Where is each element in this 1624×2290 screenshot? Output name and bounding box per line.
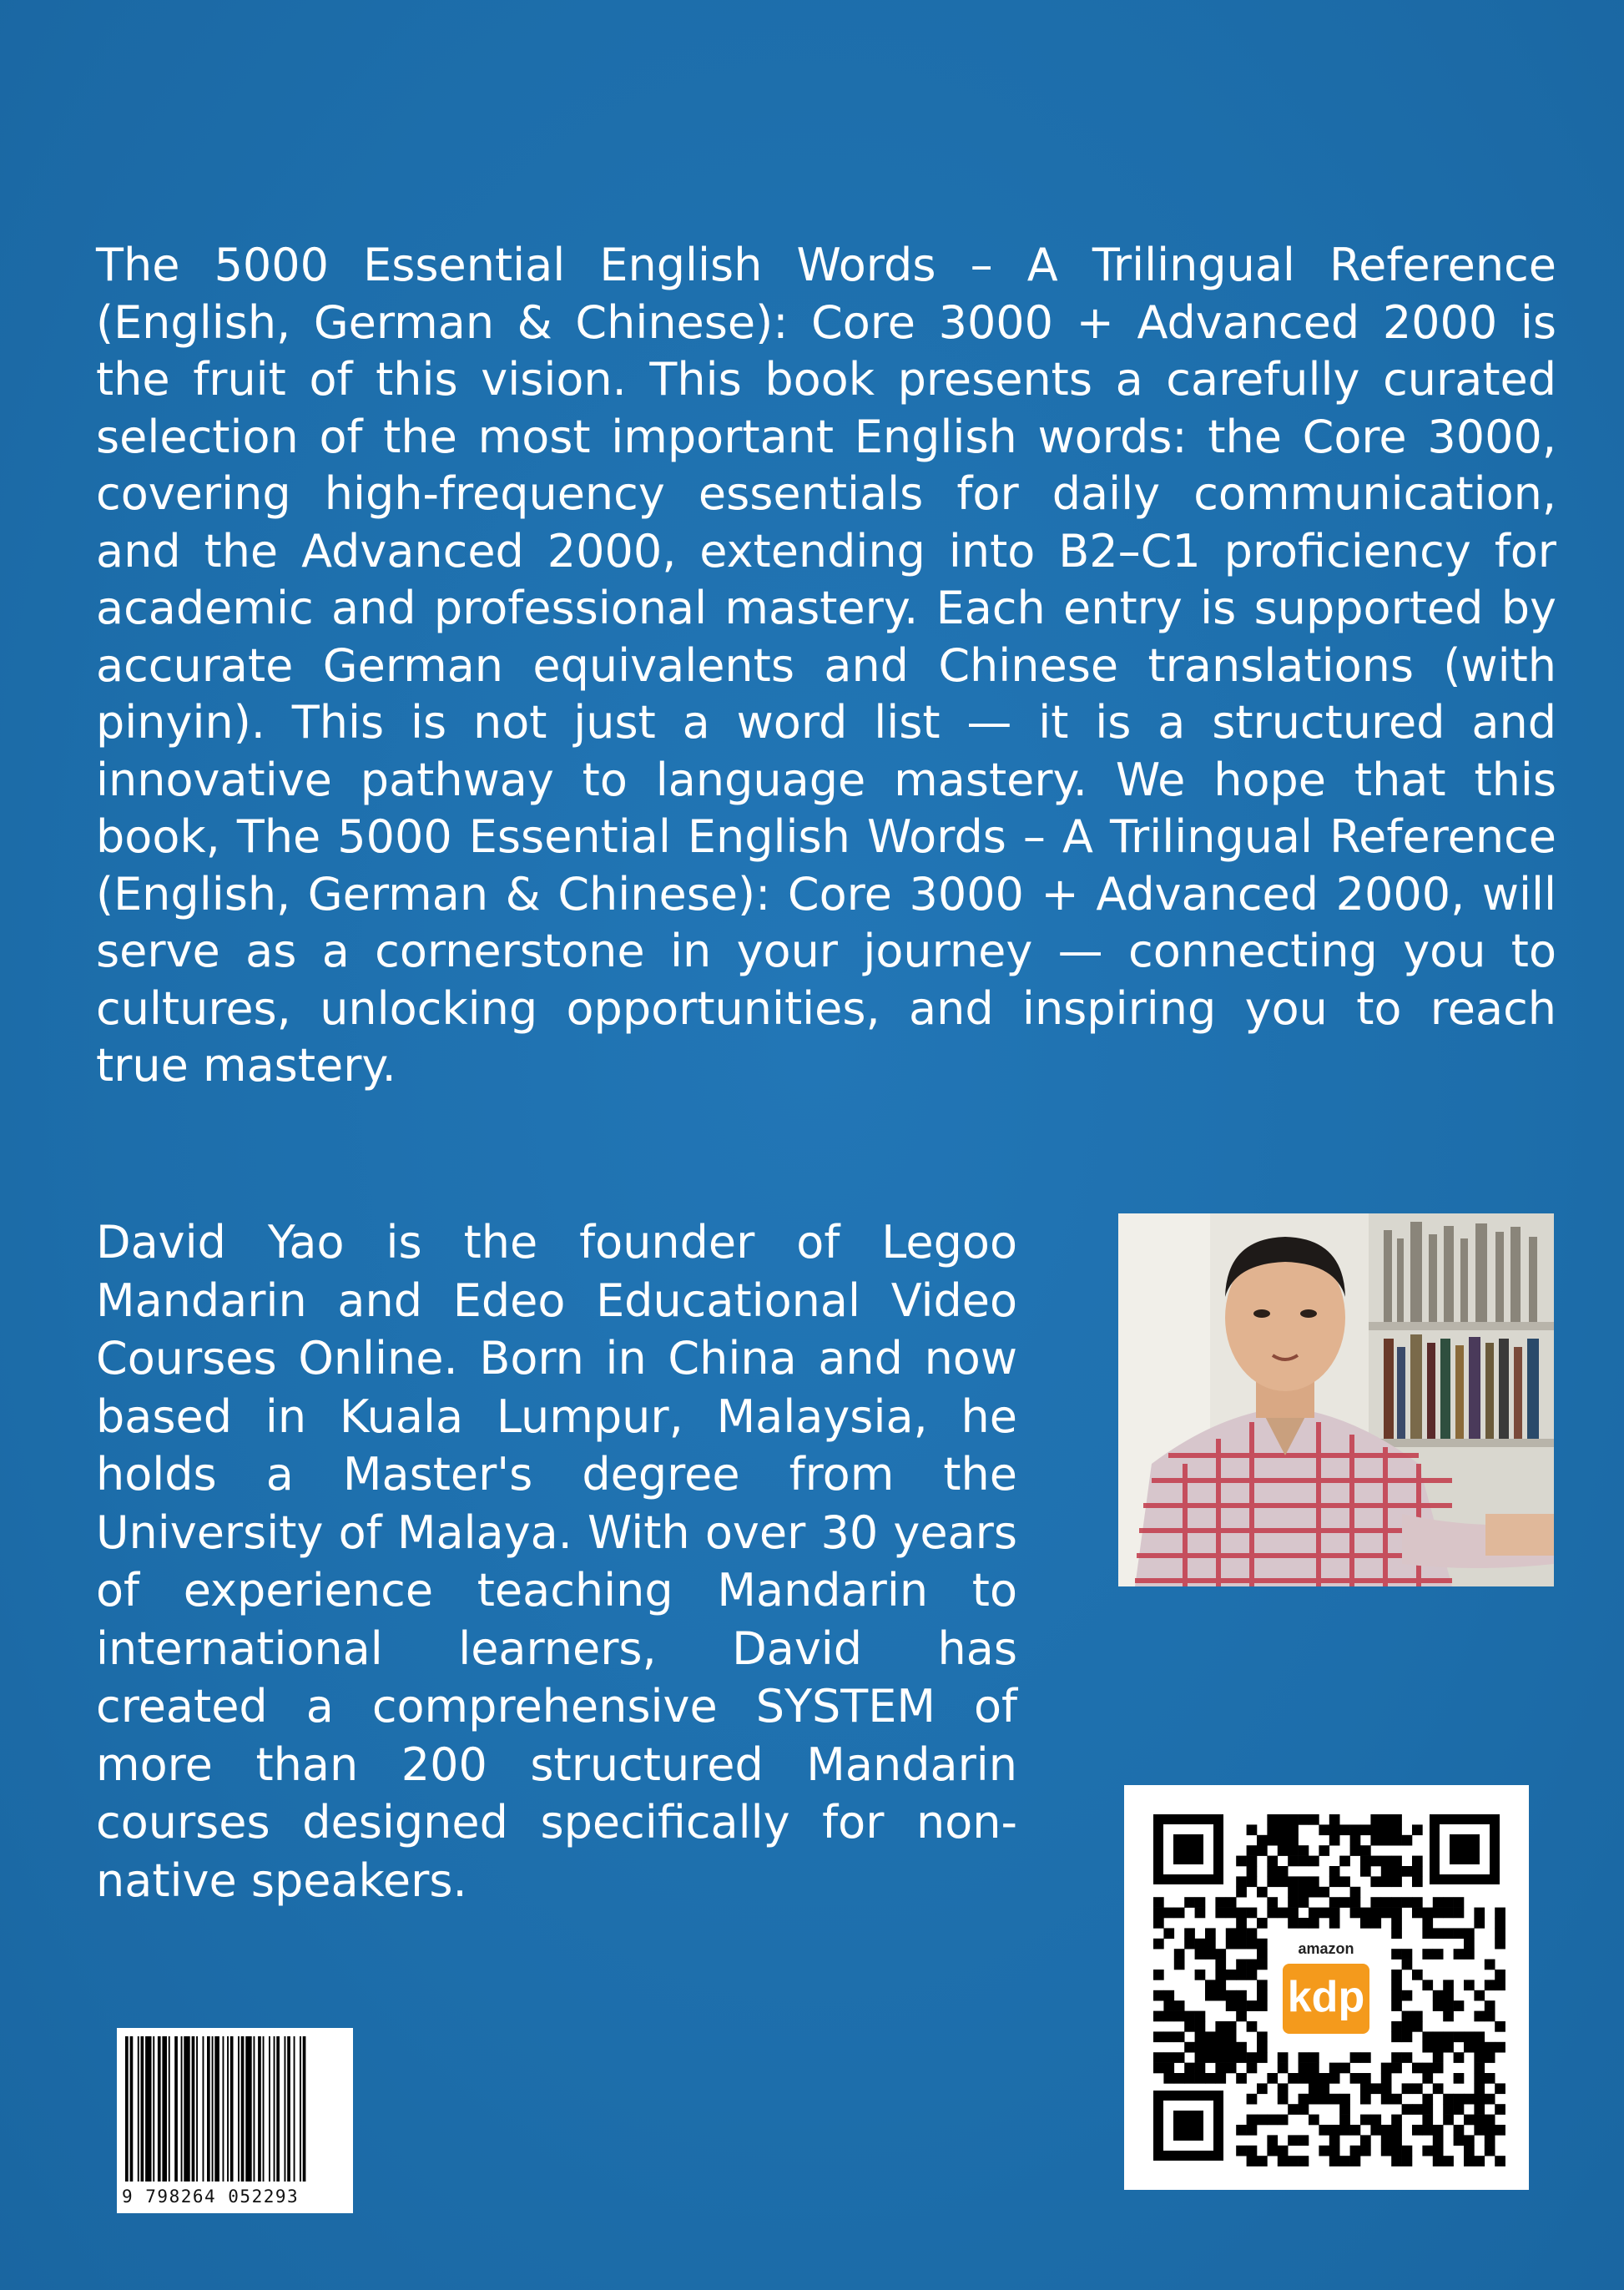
kdp-amazon-label: amazon [1298, 1940, 1354, 1957]
author-bio: David Yao is the founder of Legoo Mandarin and Edeo Educational Video Courses Online. Born in China and now based in Kuala Lumpur, Malaysia, he holds a Master's degree from the University of Malaya. With over 30 years of experience teaching Mandarin to international learners, David has created a comprehensive SYSTEM of more than 200 structured Mandarin courses designed specifically for non-native speakers. [96, 1216, 1017, 1907]
author-photo-illustration [1118, 1213, 1554, 1586]
book-description: The 5000 Essential English Words – A Trilingual Reference (English, German & Chinese): Core 3000 + Advanced 2000 is the fruit of this vision. This book presents a carefully curated selection of the most important English words: the Core 3000, covering high-frequency essentials for daily communication, and the Advanced 2000, extending into B2–C1 proficiency for academic and professional mastery. Each entry is supported by accurate German equivalents and Chinese translations (with pinyin). This is not just a word list — it is a structured and innovative pathway to language mastery. We hope that this book, The 5000 Essential English Words – A Trilingual Reference (English, German & Chinese): Core 3000 + Advanced 2000, will serve as a cornerstone in your journey — connecting you to cultures, unlocking opportunities, and inspiring you to reach true mastery. [96, 239, 1556, 1092]
qr-code[interactable] [1124, 1785, 1529, 2190]
kdp-label: kdp [1287, 1973, 1365, 2021]
author-photo [1118, 1213, 1554, 1586]
amazon-kdp-logo [1272, 1934, 1380, 2044]
isbn-barcode [117, 2028, 353, 2213]
barcode-bars [122, 2033, 348, 2185]
isbn-number: 9 798264 052293 [122, 2187, 300, 2207]
kdp-orange-box [1283, 1964, 1369, 2034]
